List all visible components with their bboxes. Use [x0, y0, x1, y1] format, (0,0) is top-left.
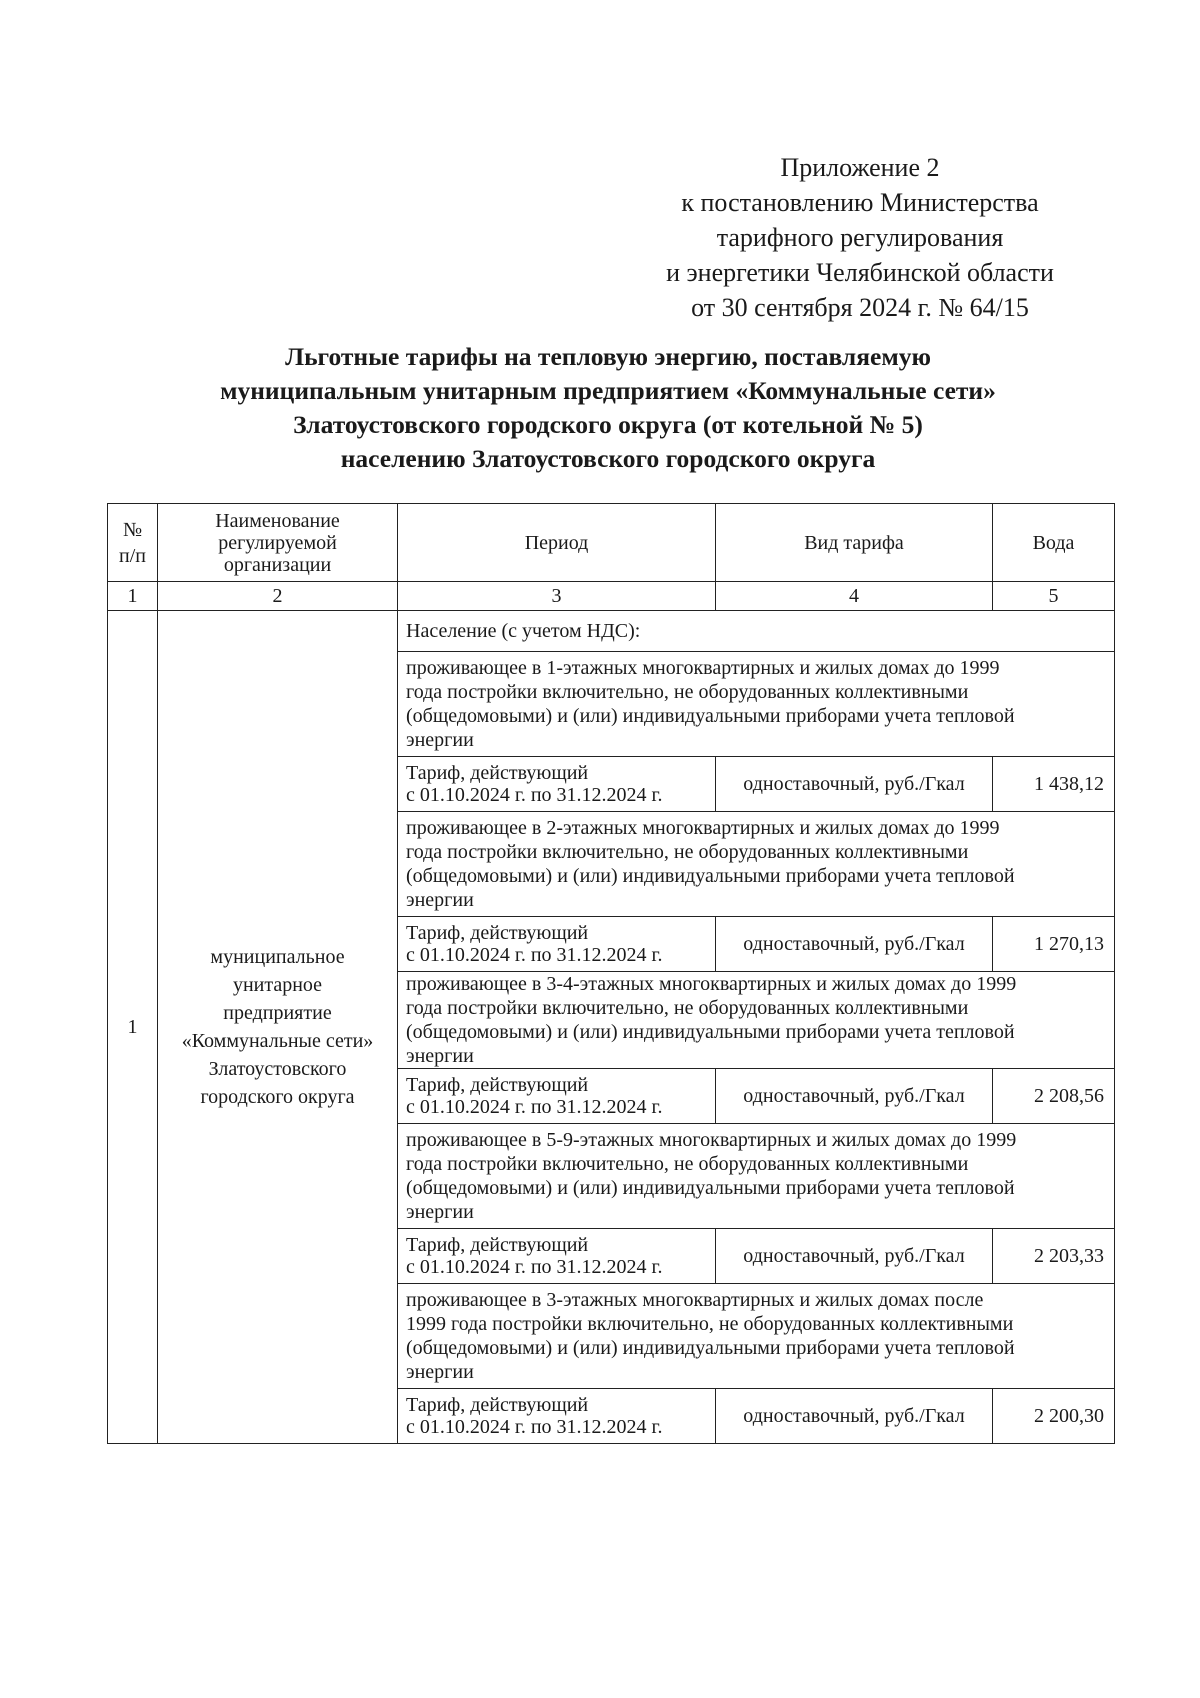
section-1-desc-line-2: года постройки включительно, не оборудованных коллективными [406, 681, 969, 703]
section-5-description [398, 1284, 1115, 1389]
section-2-desc-line-3: (общедомовыми) и (или) индивидуальными приборами учета тепловой [406, 865, 1015, 887]
title-line-4: населению Златоустовского городского округа [340, 444, 876, 473]
section-1-desc-line-1: проживающее в 1-этажных многоквартирных и жилых домах до 1999 [406, 657, 1000, 679]
column-number-row [108, 582, 1115, 611]
header-org-line-2: регулируемой [218, 531, 337, 554]
section-1-tariff-type: одноставочный, руб./Гкал [716, 757, 993, 812]
section-5-value: 2 200,30 [993, 1389, 1115, 1444]
section-3-desc-line-1: проживающее в 3-4-этажных многоквартирных и жилых домах до 1999 [406, 973, 1017, 995]
section-2-period-line-1: Тариф, действующий [406, 922, 589, 944]
section-3-desc-line-4: энергии [406, 1045, 474, 1067]
document-title [108, 340, 1108, 476]
section-3-period-line-1: Тариф, действующий [406, 1074, 589, 1096]
annex-line-4: и энергетики Челябинской области [666, 258, 1054, 287]
section-5-desc-line-2: 1999 года постройки включительно, не оборудованных коллективными [406, 1313, 1014, 1335]
column-number-4: 4 [716, 582, 993, 611]
org-line-3: предприятие [223, 1002, 332, 1024]
section-2-desc-line-1: проживающее в 2-этажных многоквартирных и жилых домах до 1999 [406, 817, 1000, 839]
section-3-period-line-2: с 01.10.2024 г. по 31.12.2024 г. [406, 1096, 663, 1118]
section-5-desc-line-4: энергии [406, 1361, 474, 1383]
header-tariff-type: Вид тарифа [716, 504, 993, 582]
section-4-period-line-1: Тариф, действующий [406, 1234, 589, 1256]
column-number-5: 5 [993, 582, 1115, 611]
section-2-desc-line-2: года постройки включительно, не оборудованных коллективными [406, 841, 969, 863]
section-5-desc-line-1: проживающее в 3-этажных многоквартирных и жилых домах после [406, 1289, 984, 1311]
section-4-description [398, 1124, 1115, 1229]
title-line-1: Льготные тарифы на тепловую энергию, поставляемую [285, 342, 931, 371]
section-2-desc-line-4: энергии [406, 889, 474, 911]
organization-name [158, 611, 398, 1444]
section-1-period [398, 757, 716, 812]
title-line-2: муниципальным унитарным предприятием «Коммунальные сети» [220, 376, 996, 405]
header-period: Период [398, 504, 716, 582]
section-3-desc-line-3: (общедомовыми) и (или) индивидуальными приборами учета тепловой [406, 1021, 1015, 1043]
header-org-line-3: организации [223, 553, 332, 576]
header-water: Вода [993, 504, 1115, 582]
header-num [108, 504, 158, 582]
header-org [158, 504, 398, 582]
section-2-period [398, 917, 716, 972]
section-1-value: 1 438,12 [993, 757, 1115, 812]
column-number-3: 3 [398, 582, 716, 611]
annex-block [600, 150, 1120, 325]
section-1-desc-line-4: энергии [406, 729, 474, 751]
annex-line-5: от 30 сентября 2024 г. № 64/15 [691, 293, 1029, 322]
annex-line-2: к постановлению Министерства [681, 188, 1039, 217]
title-line-3: Златоустовского городского округа (от котельной № 5) [293, 410, 923, 439]
header-org-line-1: Наименование [215, 509, 340, 532]
annex-line-3: тарифного регулирования [716, 223, 1004, 252]
section-1-period-line-1: Тариф, действующий [406, 762, 589, 784]
section-5-period-line-2: с 01.10.2024 г. по 31.12.2024 г. [406, 1416, 663, 1438]
section-2-period-line-2: с 01.10.2024 г. по 31.12.2024 г. [406, 944, 663, 966]
section-1-period-line-2: с 01.10.2024 г. по 31.12.2024 г. [406, 784, 663, 806]
section-2-value: 1 270,13 [993, 917, 1115, 972]
section-4-period-line-2: с 01.10.2024 г. по 31.12.2024 г. [406, 1256, 663, 1278]
group-label: Население (с учетом НДС): [398, 611, 1115, 652]
org-line-2: унитарное [232, 974, 323, 996]
section-2-description [398, 812, 1115, 917]
column-number-1: 1 [108, 582, 158, 611]
column-number-2: 2 [158, 582, 398, 611]
section-2-tariff-type: одноставочный, руб./Гкал [716, 917, 993, 972]
row-number: 1 [108, 611, 158, 1444]
section-1-desc-line-3: (общедомовыми) и (или) индивидуальными приборами учета тепловой [406, 705, 1015, 727]
section-1-description [398, 652, 1115, 757]
section-4-desc-line-4: энергии [406, 1201, 474, 1223]
section-5-period [398, 1389, 716, 1444]
section-4-desc-line-3: (общедомовыми) и (или) индивидуальными приборами учета тепловой [406, 1177, 1015, 1199]
section-3-tariff-type: одноставочный, руб./Гкал [716, 1069, 993, 1124]
org-line-4: «Коммунальные сети» [181, 1030, 374, 1052]
section-4-period [398, 1229, 716, 1284]
group-row [108, 611, 1115, 652]
section-3-desc-line-2: года постройки включительно, не оборудованных коллективными [406, 997, 969, 1019]
section-5-desc-line-3: (общедомовыми) и (или) индивидуальными приборами учета тепловой [406, 1337, 1015, 1359]
section-4-desc-line-1: проживающее в 5-9-этажных многоквартирных и жилых домах до 1999 [406, 1129, 1017, 1151]
section-5-period-line-1: Тариф, действующий [406, 1394, 589, 1416]
org-line-5: Златоустовского [208, 1058, 347, 1080]
annex-line-1: Приложение 2 [780, 153, 940, 182]
section-4-desc-line-2: года постройки включительно, не оборудованных коллективными [406, 1153, 969, 1175]
section-3-period [398, 1069, 716, 1124]
header-num-line-1: № [122, 518, 143, 541]
org-line-6: городского округа [200, 1086, 355, 1108]
org-line-1: муниципальное [210, 946, 345, 968]
section-3-description [398, 972, 1115, 1069]
section-4-value: 2 203,33 [993, 1229, 1115, 1284]
header-num-line-2: п/п [119, 544, 146, 567]
header-row [108, 504, 1115, 582]
section-4-tariff-type: одноставочный, руб./Гкал [716, 1229, 993, 1284]
tariff-table [107, 503, 1115, 1444]
section-3-value: 2 208,56 [993, 1069, 1115, 1124]
section-5-tariff-type: одноставочный, руб./Гкал [716, 1389, 993, 1444]
